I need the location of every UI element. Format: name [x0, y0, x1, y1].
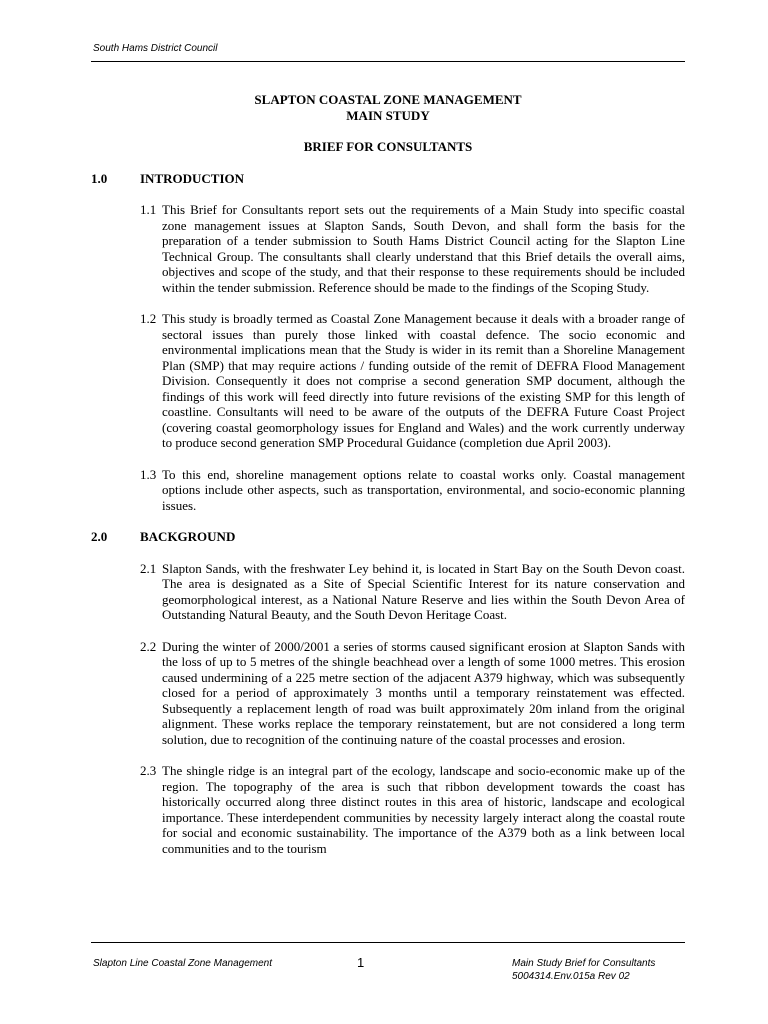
paragraph-text: Slapton Sands, with the freshwater Ley behind it, is located in Start Bay on the South Devon coast. The area is designated as a Site of Special Scientific Interest for its nature conservation and geomorphological interest, as a National Nature Reserve and lies within the South Devon Area of Outstanding Natural Beauty, and the South Devon Heritage Coast.	[162, 560, 685, 622]
section-title: BACKGROUND	[140, 529, 236, 544]
paragraph	[91, 763, 685, 856]
section-number: 2.0	[91, 529, 108, 544]
document-body	[91, 92, 685, 872]
paragraph	[91, 467, 685, 514]
paragraph	[91, 311, 685, 451]
paragraph-number: 1.1	[140, 202, 157, 217]
paragraph-number: 2.3	[140, 763, 157, 778]
paragraph-text: The shingle ridge is an integral part of the ecology, landscape and socio-economic make up of the region. The topography of the area is such that ribbon development towards the coast has historically occurred along three distinct routes in this area of historic, landscape and ecological importance. These interdependent communities by necessity largely interact along the coastal route for social and economic sustainability. The importance of the A379 both as a link between local communities and to the tourism	[162, 763, 685, 856]
page-number: 1	[357, 955, 365, 970]
paragraph	[91, 561, 685, 623]
footer-document-code: 5004314.Env.015a Rev 02	[512, 971, 630, 982]
paragraph-number: 1.3	[140, 466, 157, 482]
title-spacer	[91, 123, 685, 139]
footer-document-title: Main Study Brief for Consultants	[512, 958, 656, 969]
paragraph-text: During the winter of 2000/2001 a series of storms caused significant erosion at Slapton Sands with the loss of up to 5 metres of the shingle beachhead over a length of some 1000 metres. This erosion caused undermining of a 225 metre section of the adjacent A379 highway, which was subsequently closed for a period of approximately 3 months until a temporary reinstatement was effected. Subsequently a replacement length of road was built approximately 20m inland from the original alignment. These works replace the temporary reinstatement, but are not considered a long term solution, due to recognition of the continuing nature of the coastal processes and erosion.	[162, 638, 685, 747]
paragraph-text: This study is broadly termed as Coastal Zone Management because it deals with a broader range of sectoral issues than purely those linked with coastal defence. The socio economic and environmental implications mean that the Study is wider in its remit than a Shoreline Management Plan (SMP) that may require actions / funding outside of the remit of DEFRA Flood Management Division. Consequently it does not comprise a second generation SMP document, although the findings of this work will feed directly into future revisions of the existing SMP for this length of coastline. Consultants will need to be aware of the outputs of the DEFRA Future Coast Project (covering coastal geomorphology issues for England and Wales) and the work currently underway to produce second generation SMP Procedural Guidance (completion due April 2003).	[162, 311, 685, 450]
paragraph	[91, 639, 685, 748]
document-title-line-2: MAIN STUDY	[346, 107, 430, 123]
paragraph-number: 1.2	[140, 311, 157, 326]
section-number: 1.0	[91, 170, 108, 186]
document-title-line-1: SLAPTON COASTAL ZONE MANAGEMENT	[254, 92, 522, 107]
footer-document-reference	[512, 957, 655, 983]
header-organisation: South Hams District Council	[93, 43, 218, 54]
section-heading	[91, 171, 685, 187]
paragraph-number: 2.1	[140, 560, 157, 576]
paragraph-text: This Brief for Consultants report sets out the requirements of a Main Study into specific coastal zone management issues at Slapton Sands, South Devon, and shall form the basis for the preparation of a tender submission to South Hams District Council acting for the Slapton Line Technical Group. The consultants shall clearly understand that this Brief details the overall aims, objectives and scope of the study, and that their response to these requirements should be included within the tender submission. Reference should be made to the findings of the Scoping Study.	[162, 202, 685, 295]
footer-project-name: Slapton Line Coastal Zone Management	[93, 958, 273, 969]
paragraph	[91, 202, 685, 295]
paragraph-number: 2.2	[140, 638, 157, 654]
section-title: INTRODUCTION	[140, 170, 245, 186]
section-heading	[91, 529, 685, 545]
footer-rule	[91, 942, 685, 943]
document-subtitle: BRIEF FOR CONSULTANTS	[303, 139, 473, 154]
paragraph-text: To this end, shoreline management options relate to coastal works only. Coastal management options include other aspects, such as transportation, environmental, and socio-economic planning issues.	[162, 466, 685, 513]
header-rule	[91, 61, 685, 62]
